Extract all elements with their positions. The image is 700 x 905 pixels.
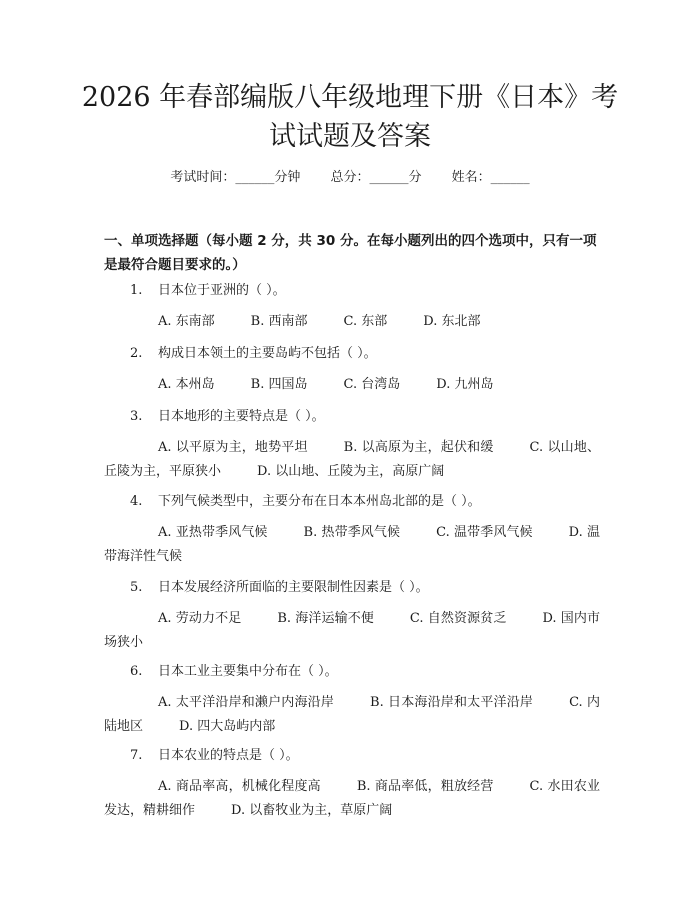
- question-text: 构成日本领土的主要岛屿不包括（ ）。: [158, 346, 377, 361]
- option: B. 西南部: [250, 314, 308, 329]
- option: B. 热带季风气候: [303, 525, 401, 540]
- question-number: 2.: [130, 346, 143, 361]
- question-text: 日本位于亚洲的（ ）。: [158, 283, 286, 298]
- option: C. 台湾岛: [343, 377, 401, 392]
- question-number: 1.: [130, 283, 143, 298]
- option: B. 日本海沿岸和太平洋沿岸: [370, 695, 534, 710]
- question-options: [104, 310, 600, 334]
- question-text: 日本地形的主要特点是（ ）。: [158, 409, 325, 424]
- question-number: 6.: [130, 664, 143, 679]
- option: D. 九州岛: [436, 377, 494, 392]
- total-score-field: 总分：______分: [330, 170, 422, 185]
- title-line-1: 2026 年春部编版八年级地理下册《日本》考: [81, 82, 619, 113]
- option: A. 亚热带季风气候: [158, 525, 268, 540]
- question-options: [104, 521, 600, 569]
- question-number: 5.: [130, 580, 143, 595]
- title-line-2: 试试题及答案: [269, 121, 431, 152]
- question-stem: [130, 492, 600, 512]
- option: A. 本州岛: [158, 377, 215, 392]
- option: A. 商品率高，机械化程度高: [158, 779, 321, 794]
- question-stem: [130, 746, 600, 766]
- option: B. 四国岛: [250, 377, 308, 392]
- question-options: [104, 691, 600, 739]
- option: C. 以山地、丘陵为主，平原狭小: [104, 440, 600, 479]
- option: D. 温带海洋性气候: [104, 525, 601, 564]
- option: C. 东部: [343, 314, 388, 329]
- document-title: [80, 78, 620, 156]
- question-options: [104, 373, 600, 397]
- option: A. 太平洋沿岸和濑户内海沿岸: [158, 695, 335, 710]
- option: C. 温带季风气候: [436, 525, 533, 540]
- question-options: [104, 436, 600, 484]
- question-options: [104, 607, 600, 655]
- question-text: 下列气候类型中，主要分布在日本本州岛北部的是（ ）。: [158, 494, 481, 509]
- question-stem: [130, 281, 600, 301]
- option: B. 以高原为主，起伏和缓: [343, 440, 494, 455]
- section-heading: 一、单项选择题（每小题 2 分，共 30 分。在每小题列出的四个选项中，只有一项是最符合题目要求的。）: [104, 233, 597, 273]
- option: D. 国内市场狭小: [104, 611, 601, 650]
- option: A. 劳动力不足: [158, 611, 242, 626]
- option: C. 内陆地区: [104, 695, 601, 734]
- option: B. 商品率低，粗放经营: [356, 779, 494, 794]
- question-number: 4.: [130, 494, 143, 509]
- question-text: 日本农业的特点是（ ）。: [158, 748, 299, 763]
- exam-info: [0, 168, 700, 188]
- option: A. 以平原为主，地势平坦: [158, 440, 308, 455]
- question-number: 3.: [130, 409, 143, 424]
- question-text: 日本发展经济所面临的主要限制性因素是（ ）。: [158, 580, 429, 595]
- question-stem: [130, 578, 600, 598]
- name-field: 姓名：______: [451, 170, 530, 185]
- option: D. 以山地、丘陵为主，高原广阔: [257, 464, 445, 479]
- option: D. 以畜牧业为主，草原广阔: [231, 803, 393, 818]
- option: C. 自然资源贫乏: [409, 611, 507, 626]
- question-text: 日本工业主要集中分布在（ ）。: [158, 664, 338, 679]
- question-number: 7.: [130, 748, 143, 763]
- option: C. 水田农业发达，精耕细作: [104, 779, 600, 818]
- option: D. 东北部: [423, 314, 481, 329]
- question-stem: [130, 407, 600, 427]
- option: D. 四大岛屿内部: [179, 719, 276, 734]
- question-options: [104, 775, 600, 823]
- question-stem: [130, 344, 600, 364]
- question-stem: [130, 662, 600, 682]
- option: B. 海洋运输不便: [277, 611, 374, 626]
- exam-time-field: 考试时间：______分钟: [170, 170, 301, 185]
- option: A. 东南部: [158, 314, 215, 329]
